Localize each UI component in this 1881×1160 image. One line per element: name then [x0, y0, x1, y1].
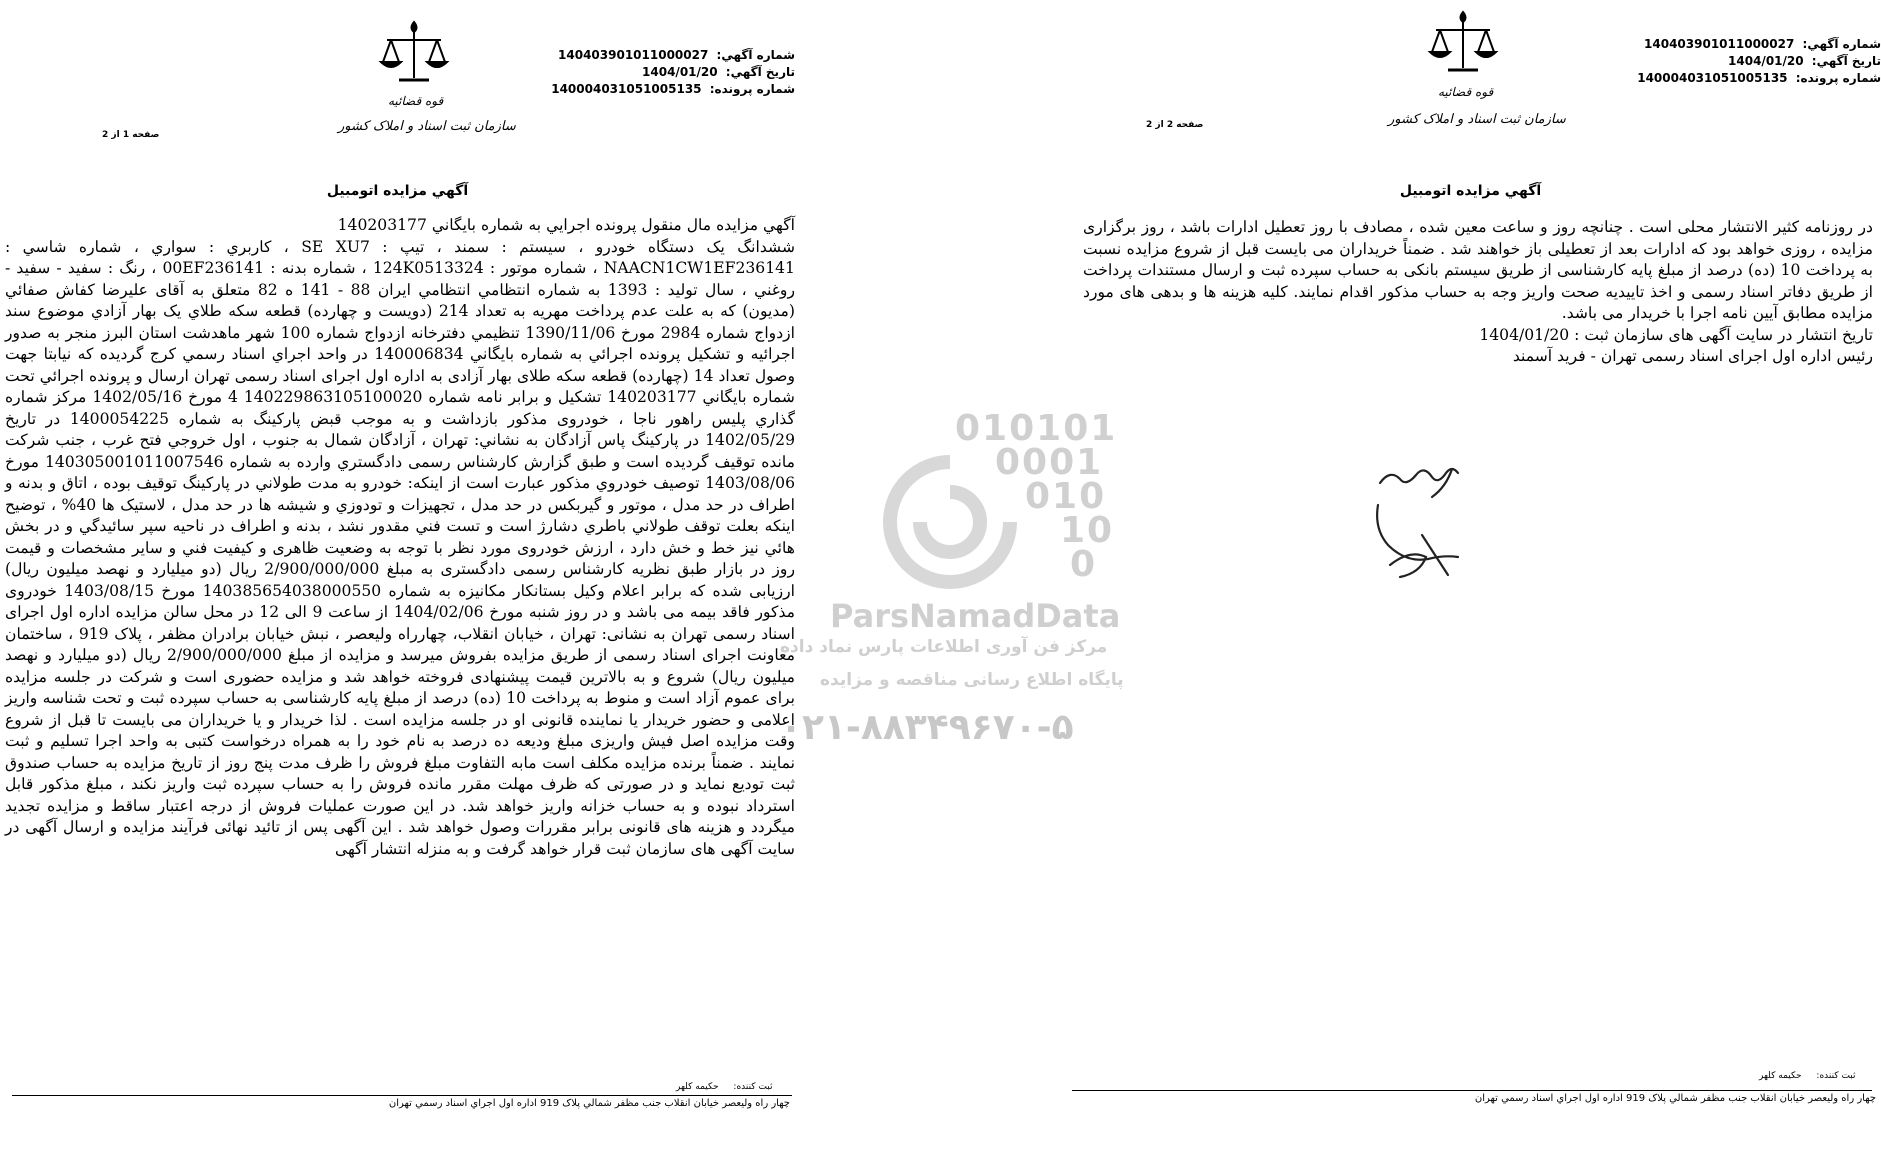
page-1-footer-address: چهار راه وليعصر خيابان انقلاب جنب مظفر شمالي پلاک 919 اداره اول اجراي اسناد رسمي تهران [388, 1098, 790, 1109]
file-number: 140004031051005135 [551, 82, 702, 96]
ad-date-row [551, 64, 795, 81]
judiciary-emblem-icon [1426, 8, 1500, 78]
ad-number-label: شماره آگهي: [1802, 37, 1881, 51]
page-2-footer-address: چهار راه وليعصر خيابان انقلاب جنب مظفر شمالي پلاک 919 اداره اول اجراي اسناد رسمي تهران [1474, 1093, 1876, 1104]
announcement-body: ششدانگ يک دستگاه خودرو ، سيستم : سمند ، تيپ : SE XU7 ، کاربري : سواري ، شماره شاسي : NAACN1CW1EF236141 ، شماره موتور : 124K0513324 ، شماره بدنه : 00EF236141 ، رنگ : سفيد - سفيد - روغني ، سال توليد : 1393 به شماره انتظامي انتظامي ايران 88 - 141 ه 82 متعلق به آقای عليرضا کفاش صفائي (مديون) که به علت عدم پرداخت مهريه به تعداد 214 (دويست و چهارده) قطعه سکه طلاي يک بهار آزادي موضوع سند ازدواج شماره 2984 مورخ 1390/11/06 تنظيمي دفترخانه ازدواج شماره 100 شهر ماهدشت استان البرز منجر به صدور اجرائيه و تشکيل پرونده اجرائي به شماره بايگاني 140006834 در واحد اجراي اسناد رسمي کرج گرديده که نيابتا جهت وصول تعداد 14 (چهارده) قطعه سکه طلای بهار آزادی به اداره اول اجرای اسناد رسمی تهران ارسال و پرونده اجرائي تحت شماره بايگاني 140203177 تشکيل و برابر نامه شماره 140229863105100020 4 مورخ 1402/05/16 مرکز شماره گذاري پليس راهور ناجا ، خودروی مذکور بازداشت و به موجب قبض پارکينگ به شماره 1400054225 در تاريخ 1402/05/29 در پارکينگ پاس آزادگان به نشاني: تهران ، آزادگان شمال به جنوب ، اول خروجي فتح غرب ، جنب شرکت مانده توقيف گرديده است و طبق گزارش کارشناس رسمی دادگستري وارده به شماره 140305001011007546 مورخ 1403/08/06 توصيف خودروي مذکور عبارت است از اينکه: خودرو به مدت طولاني در پارکينگ توقيف بوده ، اتاق و بدنه و اطراف در حد مدل ، موتور و گيربکس در حد مدل ، تجهيزات و تودوزي و شيشه ها در حد مدل ، لاستيک ها 40% ، توضيح اينکه بعلت توقف طولاني باطري دشارژ است و تست فني مقدور نشد ، بدنه و اطراف در ناحيه سپر سائيدگي و در بخش هائي نيز خط و خش دارد ، ارزش خودروی مورد نظر با توجه به وضعيت ظاهری و کيفيت فني و ساير مشخصات و قيمت روز در بازار طبق نظريه کارشناس رسمی دادگستری به مبلغ 2/900/000/000 ريال (دو ميليارد و نهصد ميليون ريال) ارزيابی شده که برابر اعلام وکيل بستانکار مکانيزه به شماره 140385654038000550 مورخ 1403/08/15 خودروی مذکور فاقد بيمه می باشد و در روز شنبه مورخ 1404/02/06 از ساعت 9 الی 12 در محل سالن مزايده اداره اول اجرای اسناد رسمی تهران به نشانی: تهران ، خيابان انقلاب، چهارراه وليعصر ، نبش خيابان برادران مظفر ، پلاک 919 ، ساختمان معاونت اجرای اسناد رسمی از طريق مزايده بفروش ميرسد و مزايده از مبلغ 2/900/000/000 ريال (دو ميليارد و نهصد ميليون ريال) شروع و به بالاترين قيمت پيشنهادی فروخته خواهد شد و مزايده حضوری است و شرکت در جلسه مزايده برای عموم آزاد است و منوط به پرداخت 10 (ده) درصد از مبلغ پايه کارشناسی به حساب سپرده ثبت و تحت شناسه واريز اعلامی و حضور خريدار يا نماينده قانونی او در جلسه مزايده است . لذا خريدار و يا خريداران می بايست تا قبل از شروع وقت مزايده اصل فيش واريزی مبلغ وديعه ده درصد به نام خود را به همراه درخواست کتبی به واحد اجرا تسليم و ثبت نمايند . ضمناً برنده مزايده مکلف است مابه التفاوت مبلغ فروش را ظرف مدت پنج روز از تاريخ مزايده به حساب صندوق ثبت توديع نمايد و در صورتی که ظرف مهلت مقرر مانده فروش را به حساب سپرده ثبت واريز نکند ، مبلغ مذکور قابل استرداد نبوده و به حساب خزانه واريز خواهد شد. در اين صورت عمليات فروش از درجه اعتبار ساقط و مزايده تجديد ميگردد و هزينه های قانونی برابر مقررات وصول خواهد شد . اين آگهی پس از تائيد نهائی فرآيند مزايده و ارسال آگهی در سايت آگهی های سازمان ثبت قرار خواهد گرفت و به منزله انتشار آگهی [5, 237, 796, 858]
file-number-row [1637, 70, 1881, 87]
page-2-header-meta [1637, 36, 1881, 87]
ad-date-label: تاريخ آگهي: [1811, 54, 1881, 68]
page-1-body [5, 215, 795, 860]
registrar-label: ثبت کننده: [1816, 1071, 1856, 1081]
page-2-body [1083, 217, 1873, 368]
watermark-digit-row: 0 [1070, 544, 1098, 585]
file-number-row [551, 81, 795, 98]
ad-number-row [551, 47, 795, 64]
page-2 [1060, 0, 1881, 1160]
watermark-digit-row: 10 [1060, 510, 1115, 551]
publication-date-line: تاريخ انتشار در سايت آگهی های سازمان ثبت : 1404/01/20 [1479, 325, 1873, 344]
judiciary-emblem-icon [377, 18, 451, 88]
watermark-digit-row: 010 [1025, 476, 1107, 517]
watermark-phone: ۰۲۱-۸۸۳۴۹۶۷۰-۵ [780, 707, 1074, 748]
page-2-footer-divider [1072, 1090, 1872, 1091]
watermark-logo-icon [870, 442, 1030, 606]
watermark-brand: ParsNamadData [830, 597, 1121, 635]
file-number-label: شماره پرونده: [709, 82, 795, 96]
page-2-title: آگهي مزايده اتومبيل [1399, 183, 1542, 199]
registrar-name: حکيمه کلهر [1759, 1071, 1802, 1081]
judiciary-label: قوه قضائیه [388, 94, 444, 108]
ad-number: 140403901011000027 [558, 48, 709, 62]
watermark-digit-row: 010101 [955, 408, 1118, 449]
page-number: صفحه 1 از 2 [102, 130, 160, 140]
ad-date: 1404/01/20 [1728, 54, 1804, 68]
registrar-name: حکيمه کلهر [676, 1082, 719, 1092]
page-1-footer-divider [12, 1095, 792, 1096]
watermark-line-1: مرکز فن آوری اطلاعات پارس نماد داده [780, 637, 1108, 657]
page-1-header-meta [551, 47, 795, 98]
file-number: 140004031051005135 [1637, 71, 1788, 85]
page-1-title: آگهي مزايده اتومبيل [326, 183, 469, 199]
watermark-line-2: پایگاه اطلاع رسانی مناقصه و مزایده [820, 670, 1124, 690]
org-name: سازمان ثبت اسناد و املاک کشور [338, 119, 516, 134]
judiciary-label: قوه قضائیه [1438, 85, 1494, 99]
ad-date: 1404/01/20 [642, 65, 718, 79]
org-name: سازمان ثبت اسناد و املاک کشور [1388, 112, 1566, 127]
signature [1360, 455, 1480, 594]
announcement-continuation: در روزنامه کثير الانتشار محلی است . چنانچه روز و ساعت معين شده ، مصادف با روز تعطيل ادارات باشد ، روز برگزاری مزايده ، روزی خواهد بود که ادارات بعد از تعطيلی باز خواهند شد . ضمناً خريداران می بايست قبل از شروع مزايده نسبت به پرداخت 10 (ده) درصد از مبلغ پايه کارشناسی از طريق سيستم بانکی به حساب سپرده ثبت و ارسال مستندات پرداخت از طريق دفاتر اسناد رسمی و اخذ تاييديه صحت واريز وجه به حساب مذکور اقدام نمايند. کليه هزينه ها و بدهی های مورد مزايده مطابق آيين نامه اجرا با خريدار می باشد. [1083, 218, 1873, 322]
ad-number: 140403901011000027 [1644, 37, 1795, 51]
ad-date-label: تاريخ آگهي: [725, 65, 795, 79]
page-number: صفحه 2 از 2 [1146, 120, 1204, 130]
ad-number-row [1637, 36, 1881, 53]
signatory-line: رئيس اداره اول اجرای اسناد رسمی تهران - فريد آسمند [1512, 347, 1873, 365]
ad-number-label: شماره آگهي: [716, 48, 795, 62]
registrar-label: ثبت کننده: [733, 1082, 773, 1092]
watermark-digit-row: 0001 [995, 442, 1104, 483]
page-1 [0, 0, 795, 1160]
page-1-registrar [676, 1082, 773, 1092]
announcement-heading-line: آگهي مزايده مال منقول پرونده اجرايي به شماره بايگاني 140203177 [337, 216, 795, 234]
file-number-label: شماره پرونده: [1795, 71, 1881, 85]
page-2-registrar [1759, 1071, 1856, 1081]
ad-date-row [1637, 53, 1881, 70]
